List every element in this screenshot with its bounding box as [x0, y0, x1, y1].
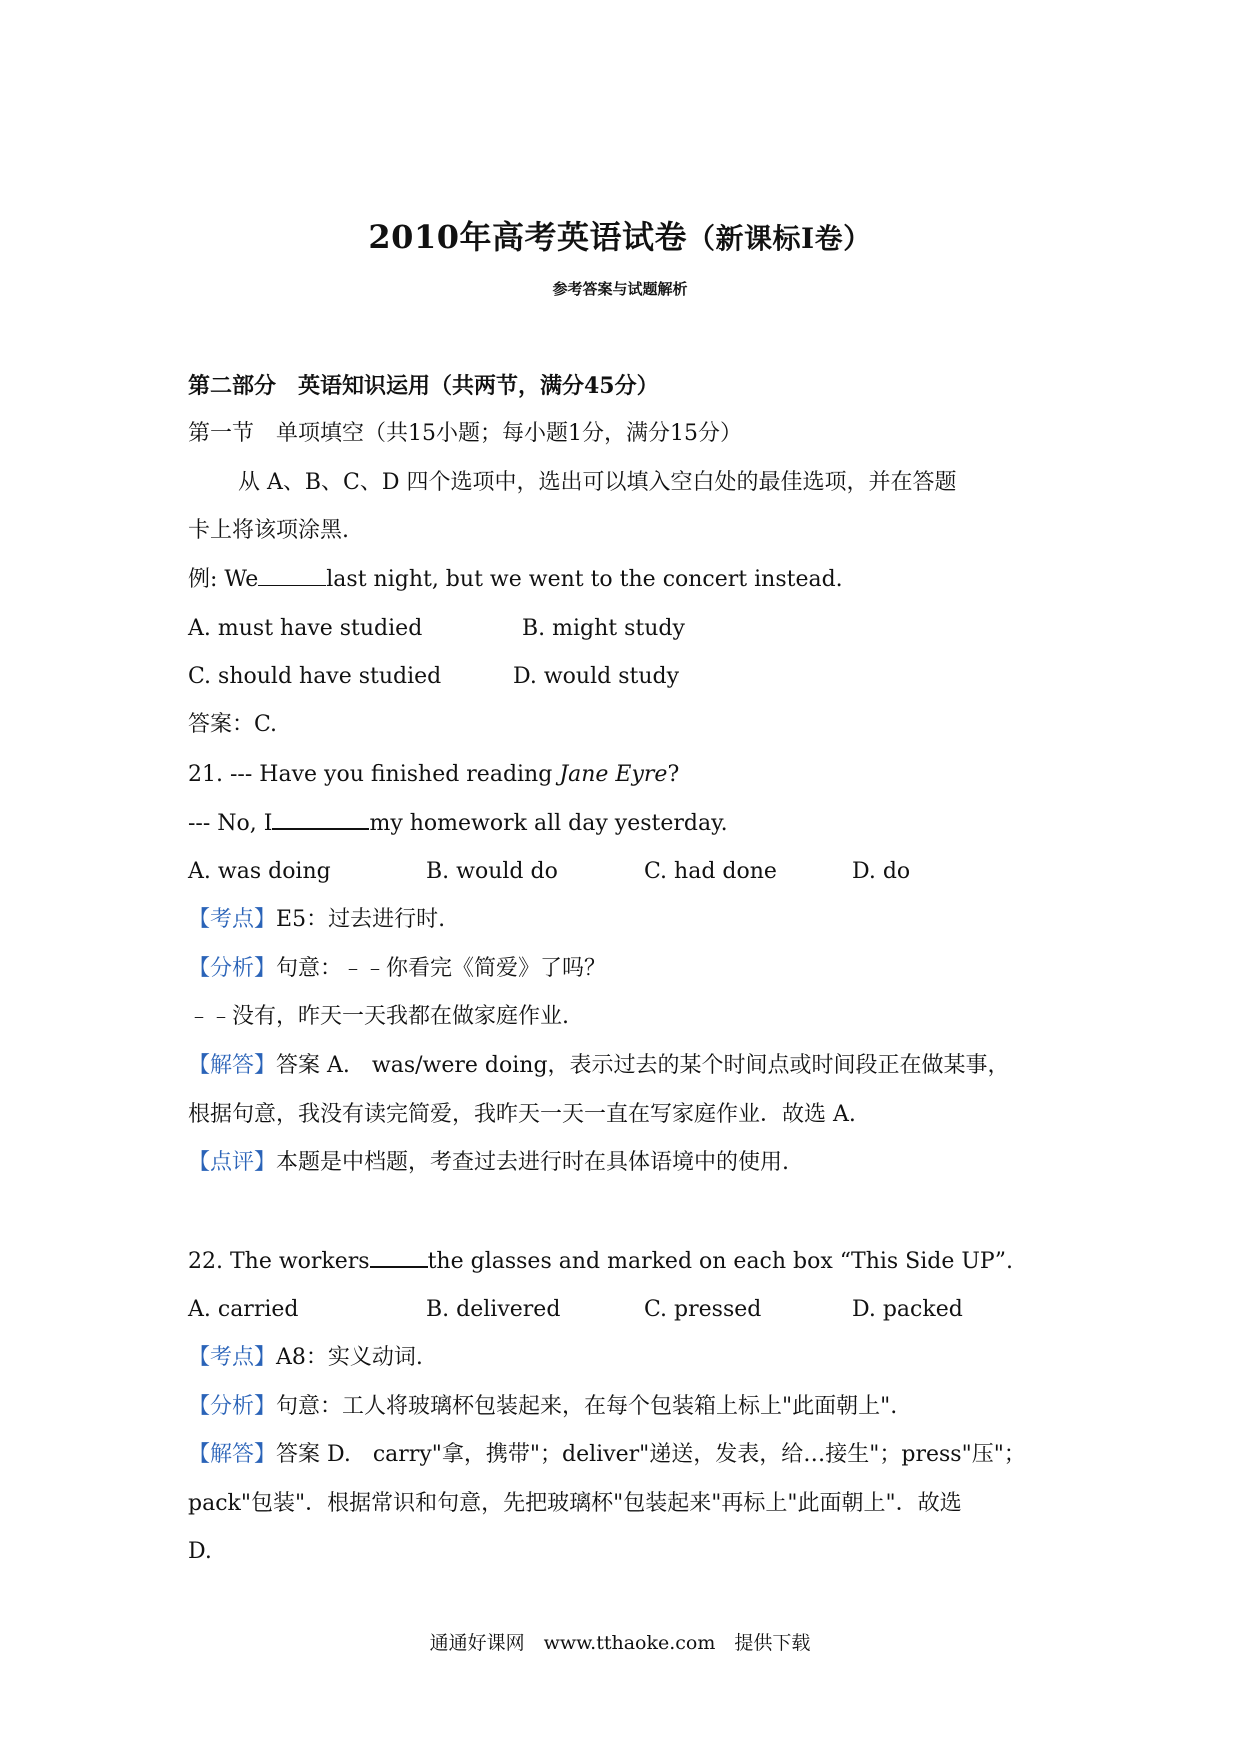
example-option-a: A. must have studied — [188, 616, 423, 641]
q22-text-a: 22. The workers — [188, 1249, 370, 1274]
q22-option-d: D. packed — [852, 1297, 963, 1322]
page-title — [0, 212, 1240, 258]
q21-fenxi-2: ﹣﹣没有，昨天一天我都在做家庭作业. — [188, 1004, 569, 1029]
q21-jieda-2: 根据句意，我没有读完简爱，我昨天一天一直在写家庭作业．故选 A. — [188, 1102, 856, 1127]
fenxi-text: 句意：﹣﹣你看完《简爱》了吗？ — [276, 956, 607, 981]
example-option-c: C. should have studied — [188, 664, 442, 689]
example-answer: 答案：C. — [188, 712, 278, 737]
instruction-line-1: 从 A、B、C、D 四个选项中，选出可以填入空白处的最佳选项，并在答题 — [238, 470, 957, 495]
q22-option-c: C. pressed — [644, 1297, 762, 1322]
kaodian-tag: 【考点】 — [188, 1345, 277, 1370]
answer-blank — [370, 1246, 428, 1268]
title-paren: （新课标I卷） — [686, 222, 872, 255]
kaodian-tag: 【考点】 — [188, 907, 277, 932]
q21-text-b: ? — [667, 762, 680, 787]
q21-jieda — [188, 1051, 1010, 1081]
dianping-tag: 【点评】 — [188, 1150, 277, 1175]
q22-option-b: B. delivered — [426, 1297, 561, 1322]
q21-option-a: A. was doing — [188, 859, 331, 884]
example-suffix: last night, but we went to the concert instead. — [326, 567, 843, 592]
q22-jieda-3: D. — [188, 1539, 212, 1564]
jieda-tag: 【解答】 — [188, 1053, 277, 1078]
q22-kaodian — [188, 1343, 423, 1373]
q21-dianping — [188, 1148, 789, 1178]
q21-option-d: D. do — [852, 859, 911, 884]
jieda-text: 答案 A. was/were doing，表示过去的某个时间点或时间段正在做某事， — [276, 1053, 1010, 1078]
dianping-text: 本题是中档题，考查过去进行时在具体语境中的使用. — [276, 1150, 790, 1175]
answer-blank — [258, 565, 326, 586]
q21-text-c: --- No, I — [188, 811, 273, 836]
answer-blank — [272, 808, 369, 830]
q22-jieda-2: pack"包装"．根据常识和句意，先把玻璃杯"包装起来"再标上"此面朝上"．故选 — [188, 1491, 962, 1516]
q21-fenxi — [188, 954, 606, 984]
q21-text-d: my homework all day yesterday. — [369, 811, 728, 836]
kaodian-text: E5：过去进行时. — [276, 907, 446, 932]
page-subtitle: 参考答案与试题解析 — [552, 280, 688, 298]
q21-line-2 — [188, 808, 728, 839]
fenxi-text: 句意：工人将玻璃杯包装起来，在每个包装箱上标上"此面朝上". — [276, 1394, 898, 1419]
part-heading: 第一节 单项填空（共15小题；每小题1分，满分15分） — [188, 421, 742, 446]
q21-line-1 — [188, 760, 679, 790]
q21-book-title: Jane Eyre — [559, 762, 668, 787]
section-heading: 第二部分 英语知识运用（共两节，满分45分） — [188, 373, 659, 399]
page-footer: 通通好课网 www.tthaoke.com 提供下载 — [429, 1632, 811, 1654]
q21-kaodian — [188, 905, 445, 935]
q22-fenxi — [188, 1392, 897, 1422]
example-question — [188, 565, 843, 595]
q22-option-a: A. carried — [188, 1297, 299, 1322]
fenxi-tag: 【分析】 — [188, 1394, 277, 1419]
instruction-line-2: 卡上将该项涂黑. — [188, 518, 349, 543]
jieda-tag: 【解答】 — [188, 1442, 277, 1467]
q21-option-c: C. had done — [644, 859, 777, 884]
example-option-d: D. would study — [513, 664, 680, 689]
fenxi-tag: 【分析】 — [188, 956, 277, 981]
q21-text-a: 21. --- Have you finished reading — [188, 762, 560, 787]
title-main: 2010年高考英语试卷 — [368, 218, 687, 256]
q21-option-b: B. would do — [426, 859, 558, 884]
example-prefix: 例: We — [188, 567, 259, 592]
kaodian-text: A8：实义动词. — [276, 1345, 423, 1370]
q22-jieda — [188, 1440, 1026, 1470]
q22-text-b: the glasses and marked on each box “This Side UP”. — [427, 1249, 1013, 1274]
jieda-text: 答案 D. carry"拿，携带"；deliver"递送，发表，给…接生"；press"压"； — [276, 1442, 1026, 1467]
q22-line-1 — [188, 1246, 1013, 1277]
example-option-b: B. might study — [522, 616, 685, 641]
